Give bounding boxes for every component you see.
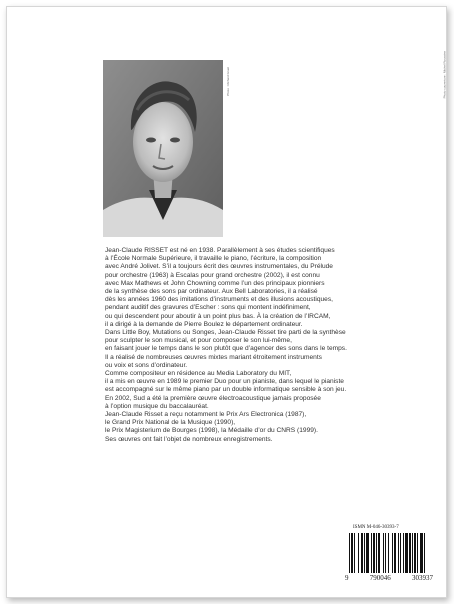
bio-line: à l’École Normale Supérieure, il travaille le piano, l’écriture, la composition	[105, 255, 322, 263]
ismn-label: ISMN M-046-30393-7	[353, 525, 399, 530]
barcode-digit-group-2: 303937	[412, 574, 433, 582]
bio-line: Comme compositeur en résidence au Media Laboratory du MIT,	[105, 370, 292, 378]
barcode-stripe	[392, 533, 393, 573]
barcode-stripe	[361, 533, 363, 573]
barcode-digits	[343, 574, 435, 582]
portrait-illustration	[103, 60, 223, 237]
barcode-stripe	[403, 533, 404, 573]
bio-line: il a mis en œuvre en 1989 le premier Duo pour un pianiste, dans lequel le pianiste	[105, 378, 344, 386]
barcode-stripe	[376, 533, 377, 573]
barcode-stripe	[388, 533, 389, 573]
bio-line: il a dirigé à la demande de Pierre Boulez le département ordinateur.	[105, 320, 303, 328]
bio-line: en faisant jouer le temps dans le son plutôt que d’agencer des sons dans le temps.	[105, 345, 347, 353]
bio-line: pour sculpter le son musical, et pour composer le son lui-même,	[105, 337, 292, 345]
bio-line: En 2002, Sud a été la première œuvre électroacoustique jamais proposée	[105, 394, 321, 402]
barcode-stripe	[354, 533, 355, 573]
barcode-stripe	[373, 533, 375, 573]
bio-line: le Grand Prix National de la Musique (1990),	[105, 419, 236, 427]
barcode-digit-group-1: 790046	[369, 574, 391, 582]
barcode-stripe	[364, 533, 365, 573]
bio-line: avec André Jolivet. S’il a toujours écrit des œuvres instrumentales, du Prélude	[105, 263, 333, 271]
bio-line: pendant auditif des gravures d’Escher : sons qui montent indéfiniment,	[105, 304, 311, 312]
barcode-block	[343, 525, 435, 582]
bio-line: de la synthèse des sons par ordinateur. Aux Bell Laboratories, il a réalisé	[105, 288, 318, 296]
bio-line: Ses œuvres ont fait l’objet de nombreux enregistrements.	[105, 435, 273, 443]
bio-line: Jean-Claude Risset a reçu notamment le Prix Ars Electronica (1987),	[105, 411, 307, 419]
bio-line: avec Max Mathews et John Chowning comme l’un des principaux pionniers	[105, 279, 325, 287]
bio-line: le Prix Magisterium de Bourges (1998), la Médaille d’or du CNRS (1999).	[105, 427, 318, 435]
biography-text	[105, 247, 395, 444]
barcode-stripe	[349, 533, 350, 573]
barcode-stripe	[414, 533, 416, 573]
bio-line: Dans Little Boy, Mutations ou Songes, Jean-Claude Risset tire parti de la synthèse	[105, 329, 346, 337]
back-cover-page	[6, 6, 447, 598]
barcode-bars	[343, 533, 435, 573]
barcode-stripe	[400, 533, 401, 573]
bio-line: dès les années 1960 des imitations d’instruments et des illusions acoustiques,	[105, 296, 333, 304]
barcode-digit-first: 9	[345, 574, 349, 582]
barcode-stripe	[420, 533, 423, 573]
barcode-stripe	[351, 533, 353, 573]
barcode-stripe	[412, 533, 413, 573]
bio-line: pour orchestre (1963) à Escalas pour grand orchestre (2002), il est connu	[105, 271, 320, 279]
barcode-stripe	[398, 533, 399, 573]
bio-line: ou voix et sons d’ordinateur.	[105, 361, 188, 369]
bio-line: Jean-Claude RISSET est né en 1938. Parallèlement à ses études scientifiques	[105, 247, 335, 254]
bio-line: Il a réalisé de nombreuses œuvres mixtes mariant étroitement instruments	[105, 353, 322, 361]
bio-line: est accompagné sur le même piano par un double informatique sensible à son jeu.	[105, 386, 347, 394]
photo-credit: Photo : Richard Gruel	[226, 67, 230, 96]
barcode-stripe	[383, 533, 384, 573]
portrait-photo	[103, 60, 223, 237]
barcode-stripe	[424, 533, 425, 573]
barcode-stripe	[417, 533, 418, 573]
barcode-stripe	[405, 533, 408, 573]
barcode-stripe	[371, 533, 372, 573]
barcode-stripe	[378, 533, 380, 573]
barcode-stripe	[385, 533, 386, 573]
bio-line: ou qui descendent pour aboutir à un point plus bas. À la création de l’IRCAM,	[105, 312, 331, 320]
barcode-stripe	[394, 533, 396, 573]
barcode-stripe	[358, 533, 359, 573]
bio-line: à l’option musique du baccalauréat.	[105, 402, 209, 410]
barcode-stripe	[366, 533, 369, 573]
cover-photo-credit: Photo couverture : Michel Roussine	[442, 51, 446, 99]
barcode-stripe	[409, 533, 411, 573]
